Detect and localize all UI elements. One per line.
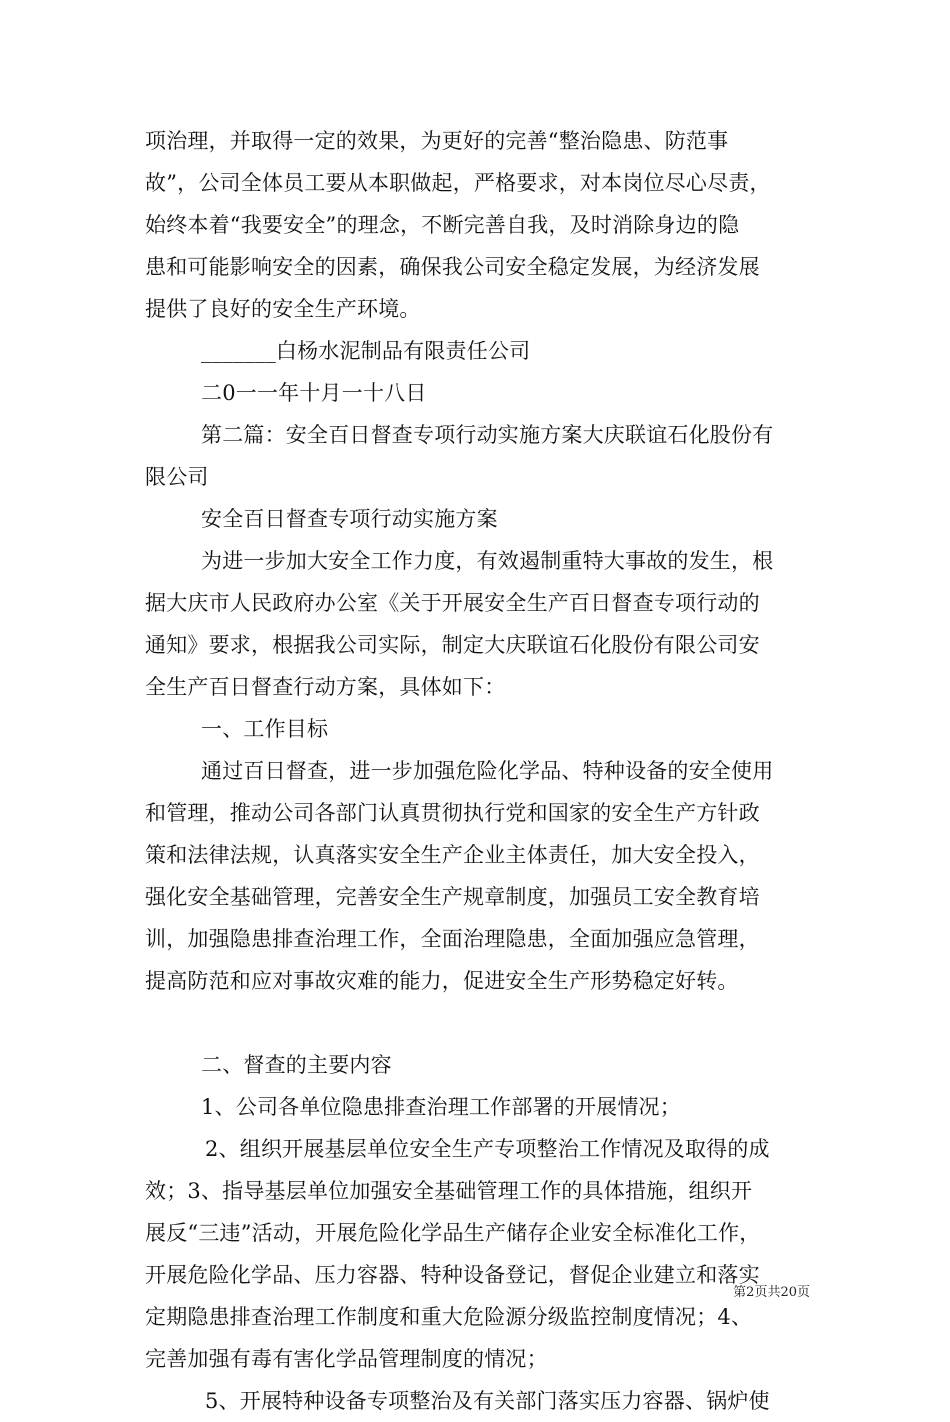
section-title: 第二篇：安全百日督查专项行动实施方案大庆联谊石化股份有 (201, 423, 774, 447)
text-line: 通知》要求，根据我公司实际，制定大庆联谊石化股份有限公司安 (145, 633, 760, 657)
heading-work-goal: 一、工作目标 (201, 717, 329, 741)
text-line: 项治理，并取得一定的效果，为更好的完善“整治隐患、防范事 (145, 129, 729, 153)
text-line: 提供了良好的安全生产环境。 (145, 297, 421, 321)
document-body (145, 120, 815, 1422)
blank-line (145, 1002, 815, 1044)
signature-date: 二0一一年十月一十八日 (201, 381, 427, 405)
paragraph-start: 通过百日督查，进一步加强危险化学品、特种设备的安全使用 (201, 759, 774, 783)
text-line: 定期隐患排查治理工作制度和重大危险源分级监控制度情况；4、 (145, 1305, 753, 1329)
list-item: 5、开展特种设备专项整治及有关部门落实压力容器、锅炉使 (205, 1389, 770, 1413)
list-item: 1、公司各单位隐患排查治理工作部署的开展情况； (201, 1095, 681, 1119)
text-line: 训，加强隐患排查治理工作，全面治理隐患，全面加强应急管理， (145, 927, 760, 951)
text-line: 全生产百日督查行动方案，具体如下： (145, 675, 506, 699)
text-line: 故”，公司全体员工要从本职做起，严格要求，对本岗位尽心尽责， (145, 171, 771, 195)
heading-main-content: 二、督查的主要内容 (201, 1053, 392, 1077)
plan-title: 安全百日督查专项行动实施方案 (201, 507, 498, 531)
text-line: 策和法律法规，认真落实安全生产企业主体责任，加大安全投入， (145, 843, 760, 867)
text-line: 强化安全基础管理，完善安全生产规章制度，加强员工安全教育培 (145, 885, 760, 909)
text-line: 始终本着“我要安全”的理念，不断完善自我，及时消除身边的隐 (145, 213, 740, 237)
text-line: 展反“三违”活动，开展危险化学品生产储存企业安全标准化工作， (145, 1221, 761, 1245)
text-line: 开展危险化学品、压力容器、特种设备登记，督促企业建立和落实 (145, 1263, 760, 1287)
paragraph-start: 为进一步加大安全工作力度，有效遏制重特大事故的发生，根 (201, 549, 774, 573)
text-line: 效；3、指导基层单位加强安全基础管理工作的具体措施，组织开 (145, 1179, 753, 1203)
company-signature: _______白杨水泥制品有限责任公司 (201, 339, 531, 363)
text-line: 患和可能影响安全的因素，确保我公司安全稳定发展，为经济发展 (145, 255, 760, 279)
list-item: 2、组织开展基层单位安全生产专项整治工作情况及取得的成 (205, 1137, 770, 1161)
text-line: 限公司 (145, 465, 209, 489)
text-line: 提高防范和应对事故灾难的能力，促进安全生产形势稳定好转。 (145, 969, 739, 993)
page-number: 第2页共20页 (733, 1285, 810, 1300)
text-line: 据大庆市人民政府办公室《关于开展安全生产百日督查专项行动的 (145, 591, 760, 615)
text-line: 完善加强有毒有害化学品管理制度的情况； (145, 1347, 548, 1371)
text-line: 和管理，推动公司各部门认真贯彻执行党和国家的安全生产方针政 (145, 801, 760, 825)
